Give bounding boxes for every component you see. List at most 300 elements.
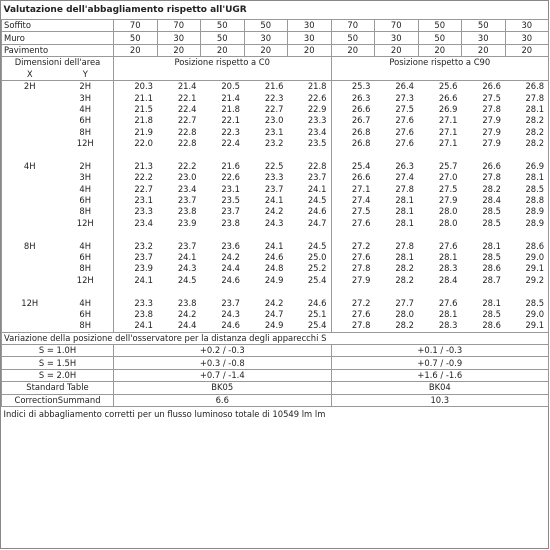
reflectance-value: 50 [331, 32, 375, 44]
variation-c90: +0.1 / -0.3 [331, 344, 549, 356]
ugr-value: 28.5 [482, 308, 501, 319]
ugr-value: 22.8 [288, 161, 332, 172]
standard-c90: BK04 [331, 382, 549, 394]
reflectance-row [2, 20, 549, 32]
x-dimension [2, 183, 58, 194]
ugr-value: 23.0 [264, 115, 284, 126]
dimensions-label: Dimensioni dell'area [2, 57, 114, 69]
ugr-value: 26.3 [395, 160, 414, 171]
ugr-value: 21.8 [221, 103, 240, 114]
ugr-value: 27.6 [438, 240, 458, 251]
ugr-value: 22.1 [177, 92, 197, 103]
ugr-value: 24.5 [177, 274, 197, 285]
y-dimension: 4H [79, 103, 92, 114]
ugr-value: 28.1 [482, 240, 501, 251]
ugr-value: 22.6 [288, 92, 332, 103]
ugr-value: 26.6 [351, 172, 371, 183]
ugr-value: 27.8 [351, 320, 371, 331]
ugr-value: 28.0 [438, 206, 458, 217]
table-row [2, 138, 549, 149]
x-dimension: 12H [2, 297, 58, 308]
ugr-value: 23.4 [288, 127, 332, 138]
footer-note: Indici di abbagliamento corretti per un flusso luminoso totale di 10549 lm lm [3, 408, 326, 419]
reflectance-value: 20 [331, 44, 375, 56]
ugr-value: 29.1 [505, 263, 549, 274]
ugr-value: 24.8 [264, 263, 284, 274]
ugr-value: 23.1 [114, 195, 158, 206]
ugr-value: 21.3 [114, 161, 158, 172]
blank-cell [2, 149, 114, 160]
ugr-value: 27.6 [438, 297, 458, 308]
ugr-value: 23.3 [288, 115, 332, 126]
blank-cell [114, 149, 332, 160]
reflectance-value: 20 [201, 44, 245, 56]
ugr-value: 28.1 [505, 172, 549, 183]
ugr-value: 27.2 [351, 240, 371, 251]
ugr-value: 23.7 [221, 206, 240, 217]
ugr-value: 27.1 [351, 183, 371, 194]
ugr-value: 27.2 [351, 297, 371, 308]
y-dimension: 6H [79, 115, 92, 126]
reflectance-value: 30 [462, 32, 506, 44]
ugr-value: 28.0 [438, 217, 458, 228]
reflectance-value: 20 [505, 44, 549, 56]
ugr-value: 24.3 [221, 308, 240, 319]
ugr-value: 24.3 [264, 217, 284, 228]
ugr-value: 22.5 [264, 160, 284, 171]
ugr-value: 24.9 [264, 274, 284, 285]
ugr-value: 21.8 [114, 115, 158, 126]
y-dimension: 6H [79, 195, 92, 206]
ugr-value: 28.2 [505, 127, 549, 138]
ugr-value: 24.2 [264, 297, 284, 308]
reflectance-value: 50 [201, 32, 245, 44]
ugr-value: 25.2 [288, 263, 332, 274]
reflectance-value: 50 [462, 20, 506, 32]
reflectance-value: 20 [244, 44, 288, 56]
ugr-value: 27.5 [351, 206, 371, 217]
correction-label: CorrectionSummand [2, 394, 114, 406]
ugr-value: 28.5 [505, 183, 549, 194]
ugr-value: 28.6 [482, 320, 501, 331]
ugr-value: 23.1 [221, 183, 240, 194]
ugr-value: 22.7 [114, 183, 158, 194]
blank-cell [114, 69, 332, 81]
ugr-value: 22.7 [177, 115, 197, 126]
correction-row [2, 394, 549, 406]
y-dimension: 3H [79, 172, 92, 183]
ugr-value: 27.0 [438, 172, 458, 183]
ugr-value: 24.7 [264, 308, 284, 319]
reflectance-value: 50 [418, 32, 462, 44]
ugr-value: 26.6 [438, 92, 458, 103]
ugr-value: 24.4 [177, 320, 197, 331]
y-dimension: 12H [76, 274, 94, 285]
ugr-value: 22.0 [114, 138, 158, 149]
table-row [2, 275, 549, 286]
reflectance-label: Muro [2, 32, 114, 44]
ugr-value: 27.5 [482, 92, 501, 103]
x-dimension [2, 275, 58, 286]
table-row [2, 115, 549, 126]
table-row [2, 104, 549, 115]
variation-spacing: S = 2.0H [2, 369, 114, 381]
ugr-value: 28.3 [438, 320, 458, 331]
ugr-value: 27.6 [395, 126, 414, 137]
ugr-value: 27.5 [438, 183, 458, 194]
variation-spacing: S = 1.5H [2, 357, 114, 369]
ugr-value: 28.1 [395, 206, 414, 217]
ugr-value: 23.8 [114, 309, 158, 320]
ugr-value: 24.6 [288, 206, 332, 217]
ugr-value: 23.8 [177, 297, 197, 308]
ugr-value: 22.2 [177, 160, 197, 171]
ugr-value: 23.7 [264, 183, 284, 194]
x-dimension [2, 138, 58, 149]
y-dimension: 8H [79, 320, 92, 331]
ugr-value: 28.5 [482, 206, 501, 217]
xy-header-row [2, 69, 549, 81]
ugr-value: 21.8 [288, 80, 332, 92]
table-row [2, 161, 549, 172]
table-row [2, 195, 549, 206]
variation-row [2, 369, 549, 381]
blank-cell [2, 286, 114, 297]
y-dimension: 2H [79, 160, 92, 171]
ugr-value: 26.9 [438, 103, 458, 114]
footer-row [2, 406, 549, 471]
ugr-value: 24.1 [177, 252, 197, 262]
ugr-value: 24.1 [264, 240, 284, 251]
reflectance-value: 20 [462, 44, 506, 56]
ugr-value: 22.8 [177, 138, 197, 149]
blank-cell [114, 286, 332, 297]
ugr-value: 28.5 [482, 252, 501, 262]
y-label: Y [58, 69, 114, 81]
ugr-value: 28.2 [395, 320, 414, 331]
x-dimension [2, 218, 58, 229]
ugr-value: 23.6 [221, 240, 240, 251]
standard-table-label: Standard Table [2, 382, 114, 394]
ugr-value: 28.2 [395, 274, 414, 285]
blank-cell [2, 229, 114, 240]
ugr-value: 21.4 [177, 81, 197, 92]
variation-row [2, 344, 549, 356]
ugr-value: 22.7 [264, 103, 284, 114]
blank-cell [331, 149, 549, 160]
reflectance-value: 50 [418, 20, 462, 32]
ugr-value: 26.6 [351, 103, 371, 114]
ugr-value: 27.6 [395, 115, 414, 126]
ugr-value: 23.9 [114, 263, 158, 274]
y-dimension: 8H [79, 126, 92, 137]
ugr-value: 27.8 [505, 92, 549, 103]
ugr-value: 21.6 [221, 160, 240, 171]
x-dimension [2, 172, 58, 183]
reflectance-value: 30 [505, 32, 549, 44]
ugr-value: 27.9 [482, 115, 501, 126]
ugr-value: 29.2 [505, 275, 549, 286]
ugr-value: 27.9 [482, 138, 501, 149]
ugr-value: 28.3 [438, 263, 458, 274]
ugr-value: 29.1 [505, 320, 549, 332]
variation-spacing: S = 1.0H [2, 344, 114, 356]
ugr-value: 24.2 [177, 308, 197, 319]
standard-c0: BK05 [114, 382, 332, 394]
x-dimension [2, 252, 58, 263]
table-row [2, 206, 549, 217]
ugr-value: 23.7 [177, 195, 197, 206]
ugr-value: 28.9 [505, 206, 549, 217]
x-dimension [2, 127, 58, 138]
reflectance-value: 30 [505, 20, 549, 32]
ugr-value: 28.6 [482, 263, 501, 274]
ugr-value: 21.1 [114, 92, 158, 103]
reflectance-value: 70 [114, 20, 158, 32]
ugr-value: 26.6 [482, 160, 501, 171]
ugr-value: 28.4 [438, 274, 458, 285]
ugr-value: 23.3 [264, 172, 284, 183]
dimensions-header-row [2, 57, 549, 69]
variation-c0: +0.7 / -1.4 [114, 369, 332, 381]
group-gap-row [2, 229, 549, 240]
ugr-value: 23.7 [288, 172, 332, 183]
table-row [2, 320, 549, 332]
table-row [2, 80, 549, 92]
variation-c90: +0.7 / -0.9 [331, 357, 549, 369]
ugr-value: 22.8 [177, 126, 197, 137]
ugr-value: 28.0 [395, 308, 414, 319]
ugr-value: 23.5 [221, 195, 240, 206]
ugr-value: 27.6 [351, 252, 371, 262]
ugr-value: 28.9 [505, 218, 549, 229]
table-row [2, 172, 549, 183]
reflectance-value: 30 [157, 32, 201, 44]
ugr-value: 28.2 [505, 115, 549, 126]
reflectance-value: 20 [418, 44, 462, 56]
reflectance-value: 50 [114, 32, 158, 44]
x-dimension [2, 263, 58, 274]
ugr-value: 23.2 [264, 138, 284, 149]
ugr-value: 27.8 [482, 172, 501, 183]
ugr-value: 22.9 [288, 104, 332, 115]
x-dimension: 8H [2, 240, 58, 251]
table-row [2, 92, 549, 103]
reflectance-value: 50 [201, 20, 245, 32]
ugr-value: 24.3 [177, 263, 197, 274]
group-gap-row [2, 286, 549, 297]
ugr-value: 22.4 [221, 138, 240, 149]
ugr-value: 27.8 [395, 183, 414, 194]
ugr-value: 22.3 [264, 92, 284, 103]
ugr-table [1, 1, 549, 471]
variation-c0: +0.3 / -0.8 [114, 357, 332, 369]
ugr-value: 25.3 [351, 81, 371, 92]
ugr-value: 23.0 [177, 172, 197, 183]
page-title: Valutazione dell'abbagliamento rispetto all'UGR [3, 5, 247, 15]
y-dimension: 6H [79, 308, 92, 319]
ugr-value: 23.4 [114, 218, 158, 229]
ugr-value: 27.8 [351, 263, 371, 274]
table-row [2, 218, 549, 229]
blank-cell [331, 69, 549, 81]
ugr-value: 27.9 [438, 195, 458, 206]
y-dimension: 4H [79, 183, 92, 194]
ugr-value: 23.4 [177, 183, 197, 194]
ugr-value: 24.2 [264, 206, 284, 217]
ugr-value: 27.1 [438, 126, 458, 137]
ugr-value: 24.6 [221, 274, 240, 285]
reflectance-value: 70 [331, 20, 375, 32]
reflectance-value: 70 [375, 20, 419, 32]
ugr-value: 23.7 [177, 240, 197, 251]
ugr-value: 27.3 [395, 92, 414, 103]
reflectance-label: Pavimento [2, 44, 114, 56]
variation-c0: +0.2 / -0.3 [114, 344, 332, 356]
ugr-value: 27.5 [395, 103, 414, 114]
ugr-value: 27.7 [395, 297, 414, 308]
ugr-value: 24.1 [264, 195, 284, 206]
ugr-value: 24.6 [264, 252, 284, 262]
ugr-value: 26.7 [351, 115, 371, 126]
ugr-value: 26.4 [395, 81, 414, 92]
ugr-value: 24.2 [221, 252, 240, 262]
ugr-value: 23.8 [177, 206, 197, 217]
reflectance-value: 20 [114, 44, 158, 56]
ugr-value: 26.9 [505, 161, 549, 172]
table-row [2, 252, 549, 263]
ugr-value: 26.3 [351, 92, 371, 103]
ugr-value: 26.8 [351, 138, 371, 149]
x-dimension [2, 309, 58, 320]
ugr-value: 26.8 [505, 80, 549, 92]
ugr-value: 24.9 [264, 320, 284, 331]
ugr-value: 28.7 [482, 274, 501, 285]
variation-row [2, 357, 549, 369]
ugr-value: 27.9 [351, 274, 371, 285]
ugr-value: 23.3 [114, 206, 158, 217]
x-dimension: 4H [2, 161, 58, 172]
y-dimension: 6H [79, 252, 92, 262]
ugr-value: 21.5 [114, 104, 158, 115]
reflectance-row [2, 44, 549, 56]
ugr-value: 28.1 [395, 195, 414, 206]
correction-c0: 6.6 [114, 394, 332, 406]
table-row [2, 240, 549, 251]
ugr-value: 23.1 [264, 126, 284, 137]
ugr-value: 23.5 [288, 138, 332, 149]
ugr-value: 22.2 [114, 172, 158, 183]
ugr-value: 21.9 [114, 127, 158, 138]
position-c0-label: Posizione rispetto a C0 [114, 57, 332, 69]
ugr-value: 24.7 [288, 218, 332, 229]
x-dimension [2, 92, 58, 103]
y-dimension: 2H [79, 81, 92, 92]
ugr-value: 28.1 [395, 252, 414, 262]
ugr-value: 27.1 [438, 138, 458, 149]
reflectance-value: 20 [288, 44, 332, 56]
ugr-value: 22.6 [221, 172, 240, 183]
ugr-value: 28.1 [395, 217, 414, 228]
ugr-value: 28.1 [505, 104, 549, 115]
ugr-value: 28.4 [482, 195, 501, 206]
blank-cell [114, 229, 332, 240]
ugr-value: 23.3 [114, 297, 158, 308]
table-row [2, 127, 549, 138]
ugr-value: 28.8 [505, 195, 549, 206]
ugr-value: 27.4 [351, 195, 371, 206]
y-dimension: 12H [76, 138, 94, 149]
ugr-value: 25.4 [288, 275, 332, 286]
blank-cell [331, 229, 549, 240]
ugr-value: 23.8 [221, 217, 240, 228]
ugr-value: 24.5 [288, 195, 332, 206]
x-label: X [2, 69, 58, 81]
ugr-value: 25.7 [438, 160, 458, 171]
reflectance-value: 50 [244, 20, 288, 32]
ugr-value: 21.6 [264, 81, 284, 92]
ugr-value: 20.5 [221, 81, 240, 92]
ugr-value: 25.1 [288, 309, 332, 320]
table-row [2, 309, 549, 320]
x-dimension [2, 104, 58, 115]
ugr-value: 28.1 [438, 252, 458, 262]
standard-table-row [2, 382, 549, 394]
ugr-value: 24.1 [114, 275, 158, 286]
reflectance-value: 20 [157, 44, 201, 56]
ugr-value: 23.7 [221, 297, 240, 308]
ugr-value: 28.5 [482, 217, 501, 228]
blank-cell [331, 286, 549, 297]
ugr-value: 27.6 [351, 217, 371, 228]
ugr-value: 28.5 [505, 297, 549, 308]
ugr-value: 24.1 [114, 320, 158, 332]
ugr-value: 28.2 [482, 183, 501, 194]
y-dimension: 12H [76, 217, 94, 228]
table-row [2, 297, 549, 308]
table-row [2, 263, 549, 274]
ugr-value: 25.6 [438, 81, 458, 92]
ugr-value: 27.8 [482, 103, 501, 114]
ugr-value: 25.4 [351, 160, 371, 171]
ugr-value: 26.8 [351, 126, 371, 137]
y-dimension: 4H [79, 240, 92, 251]
ugr-value: 24.5 [288, 240, 332, 251]
ugr-value: 27.6 [395, 138, 414, 149]
ugr-value: 22.4 [177, 103, 197, 114]
x-dimension [2, 115, 58, 126]
y-dimension: 8H [79, 263, 92, 274]
x-dimension [2, 206, 58, 217]
x-dimension [2, 195, 58, 206]
reflectance-value: 20 [375, 44, 419, 56]
table-row [2, 183, 549, 194]
variation-label: Variazione della posizione dell'osservatore per la distanza degli apparecchi S [2, 332, 549, 344]
reflectance-row [2, 32, 549, 44]
reflectance-value: 70 [157, 20, 201, 32]
reflectance-value: 30 [288, 32, 332, 44]
ugr-value: 20.3 [114, 80, 158, 92]
ugr-value: 22.1 [221, 115, 240, 126]
reflectance-value: 30 [244, 32, 288, 44]
variation-title-row [2, 332, 549, 344]
ugr-value: 27.4 [395, 172, 414, 183]
ugr-value: 24.6 [288, 297, 332, 308]
ugr-value: 29.0 [505, 309, 549, 320]
ugr-value: 21.4 [221, 92, 240, 103]
reflectance-value: 30 [375, 32, 419, 44]
correction-c90: 10.3 [331, 394, 549, 406]
